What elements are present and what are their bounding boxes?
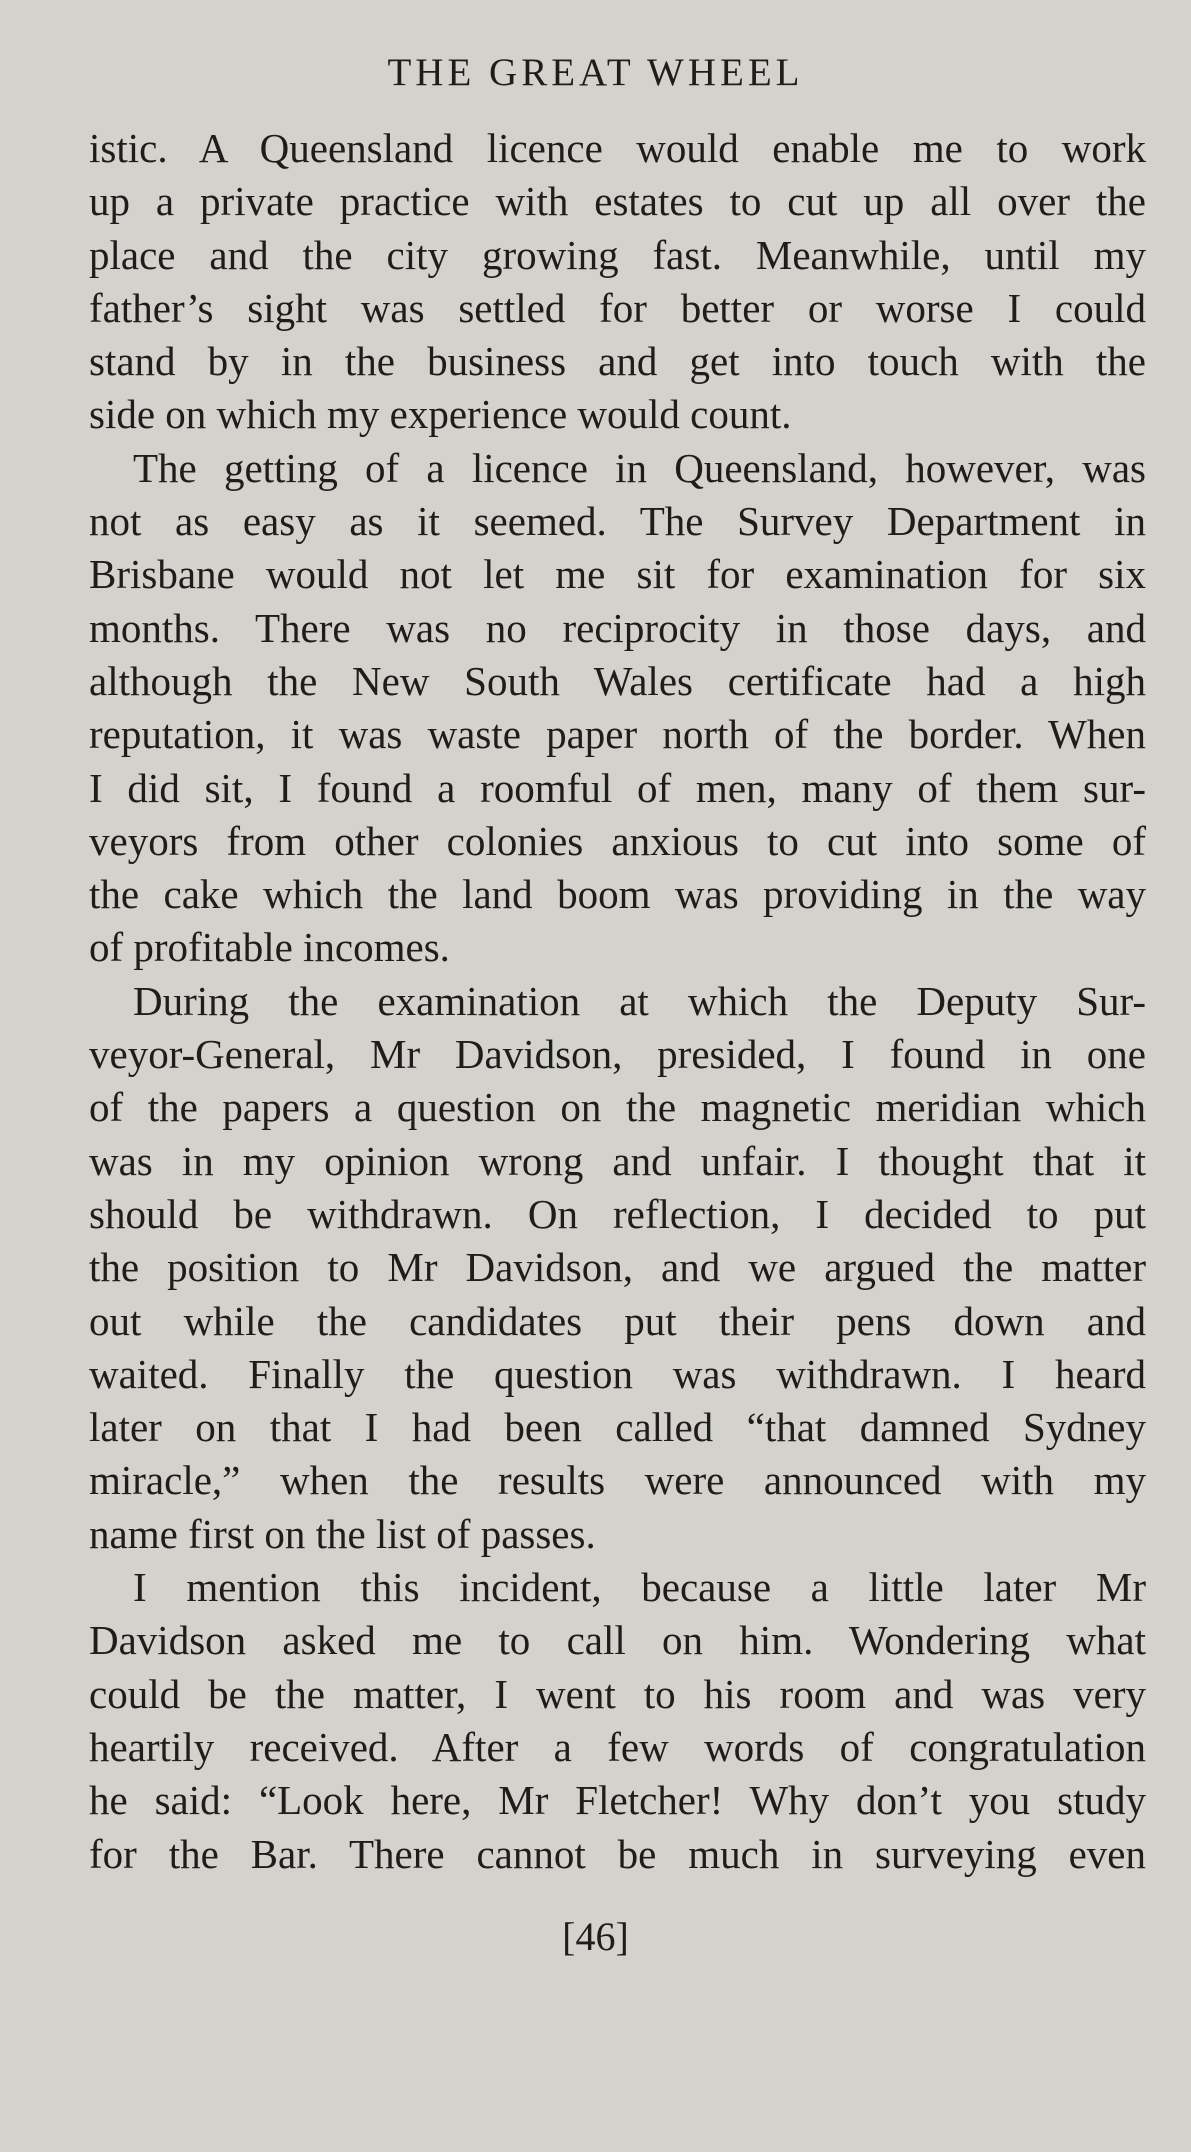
text-line: veyors from other colonies anxious to cut into some of <box>89 817 1146 864</box>
text-line: should be withdrawn. On reflection, I decided to put <box>89 1190 1146 1237</box>
text-line: the cake which the land boom was providing in the way <box>89 871 1146 918</box>
text-line: waited. Finally the question was withdrawn. I heard <box>89 1350 1146 1397</box>
text-line: later on that I had been called “that damned Sydney <box>89 1404 1146 1451</box>
text-line: although the New South Wales certificate had a high <box>89 657 1146 704</box>
text-line: miracle,” when the results were announced with my <box>89 1457 1146 1504</box>
text-line: veyor-General, Mr Davidson, presided, I found in one <box>89 1031 1146 1078</box>
text-line: Davidson asked me to call on him. Wondering what <box>89 1617 1146 1664</box>
paragraph-start-line: I mention this incident, because a little later Mr <box>133 1564 1146 1611</box>
text-line: of the papers a question on the magnetic meridian which <box>89 1084 1146 1131</box>
page-number: [46] <box>562 1914 629 1959</box>
text-line: heartily received. After a few words of congratulation <box>89 1723 1146 1770</box>
text-line: he said: “Look here, Mr Fletcher! Why don’t you study <box>89 1777 1146 1824</box>
text-line: of profitable incomes. <box>89 924 450 971</box>
text-line: reputation, it was waste paper north of the border. When <box>89 711 1146 758</box>
text-line: side on which my experience would count. <box>89 391 792 438</box>
text-line: father’s sight was settled for better or worse I could <box>89 284 1146 331</box>
text-line: istic. A Queensland licence would enable me to work <box>89 125 1146 171</box>
text-line: out while the candidates put their pens down and <box>89 1297 1146 1344</box>
text-line: could be the matter, I went to his room and was very <box>89 1670 1146 1717</box>
text-line: I did sit, I found a roomful of men, many of them sur- <box>89 764 1146 811</box>
text-line: Brisbane would not let me sit for examination for six <box>89 551 1146 598</box>
body-text <box>89 122 1146 1881</box>
text-line: for the Bar. There cannot be much in surveying even <box>89 1830 1146 1877</box>
running-head: THE GREAT WHEEL <box>387 51 804 94</box>
text-line: place and the city growing fast. Meanwhile, until my <box>89 231 1146 278</box>
text-line: was in my opinion wrong and unfair. I thought that it <box>89 1137 1146 1184</box>
text-line: name first on the list of passes. <box>89 1510 596 1557</box>
text-line: up a private practice with estates to cut up all over the <box>89 178 1146 225</box>
text-line: months. There was no reciprocity in those days, and <box>89 604 1146 651</box>
text-line: the position to Mr Davidson, and we argued the matter <box>89 1244 1146 1291</box>
text-line: stand by in the business and get into touch with the <box>89 338 1146 385</box>
paragraph-start-line: The getting of a licence in Queensland, however, was <box>133 444 1146 491</box>
paragraph-start-line: During the examination at which the Deputy Sur- <box>133 977 1146 1024</box>
text-line: not as easy as it seemed. The Survey Department in <box>89 498 1146 545</box>
